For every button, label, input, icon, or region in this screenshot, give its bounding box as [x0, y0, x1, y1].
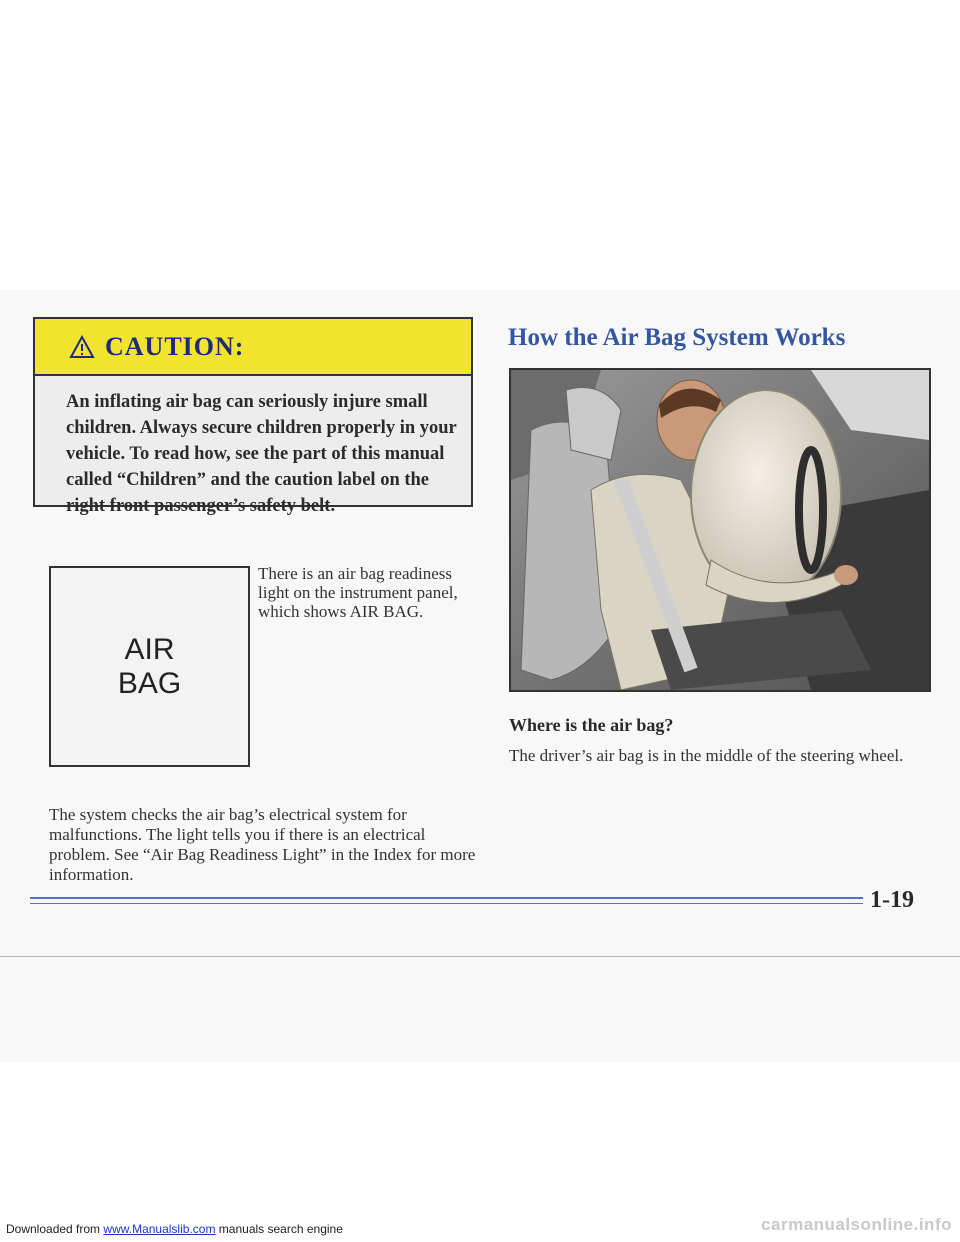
air-bag-light-graphic	[49, 566, 250, 767]
sub-text: The driver’s air bag is in the middle of the steering wheel.	[509, 746, 904, 765]
section-title: How the Air Bag System Works	[508, 324, 846, 351]
warning-triangle-icon	[69, 335, 95, 359]
air-bag-illustration	[509, 368, 931, 692]
light-description: There is an air bag readiness light on the instrument panel, which shows AIR BAG.	[258, 564, 458, 621]
manualslib-link[interactable]: www.Manualslib.com	[103, 1222, 216, 1236]
page-number: 1-19	[870, 887, 914, 913]
caution-title: CAUTION:	[105, 331, 245, 361]
caution-text: An inflating air bag can seriously injure small children. Always secure children properly in your vehicle. To read how, see the part of this manual called “Children” and the caution label on the right front passenger’s safety belt.	[66, 392, 457, 516]
download-prefix: Downloaded from	[6, 1222, 101, 1236]
sub-heading: Where is the air bag?	[509, 715, 674, 735]
divider	[0, 956, 960, 957]
system-paragraph: The system checks the air bag’s electrical system for malfunctions. The light tells you if there is an electrical problem. See “Air Bag Readiness Light” in the Index for more information.	[49, 805, 476, 884]
footer-rule	[30, 897, 863, 907]
watermark: carmanualsonline.info	[761, 1215, 952, 1234]
caution-header	[35, 319, 471, 376]
light-line-1: AIR	[124, 632, 175, 666]
download-note	[6, 1222, 343, 1236]
caution-box	[33, 317, 473, 516]
light-line-2: BAG	[117, 666, 182, 700]
download-suffix: manuals search engine	[218, 1222, 343, 1236]
